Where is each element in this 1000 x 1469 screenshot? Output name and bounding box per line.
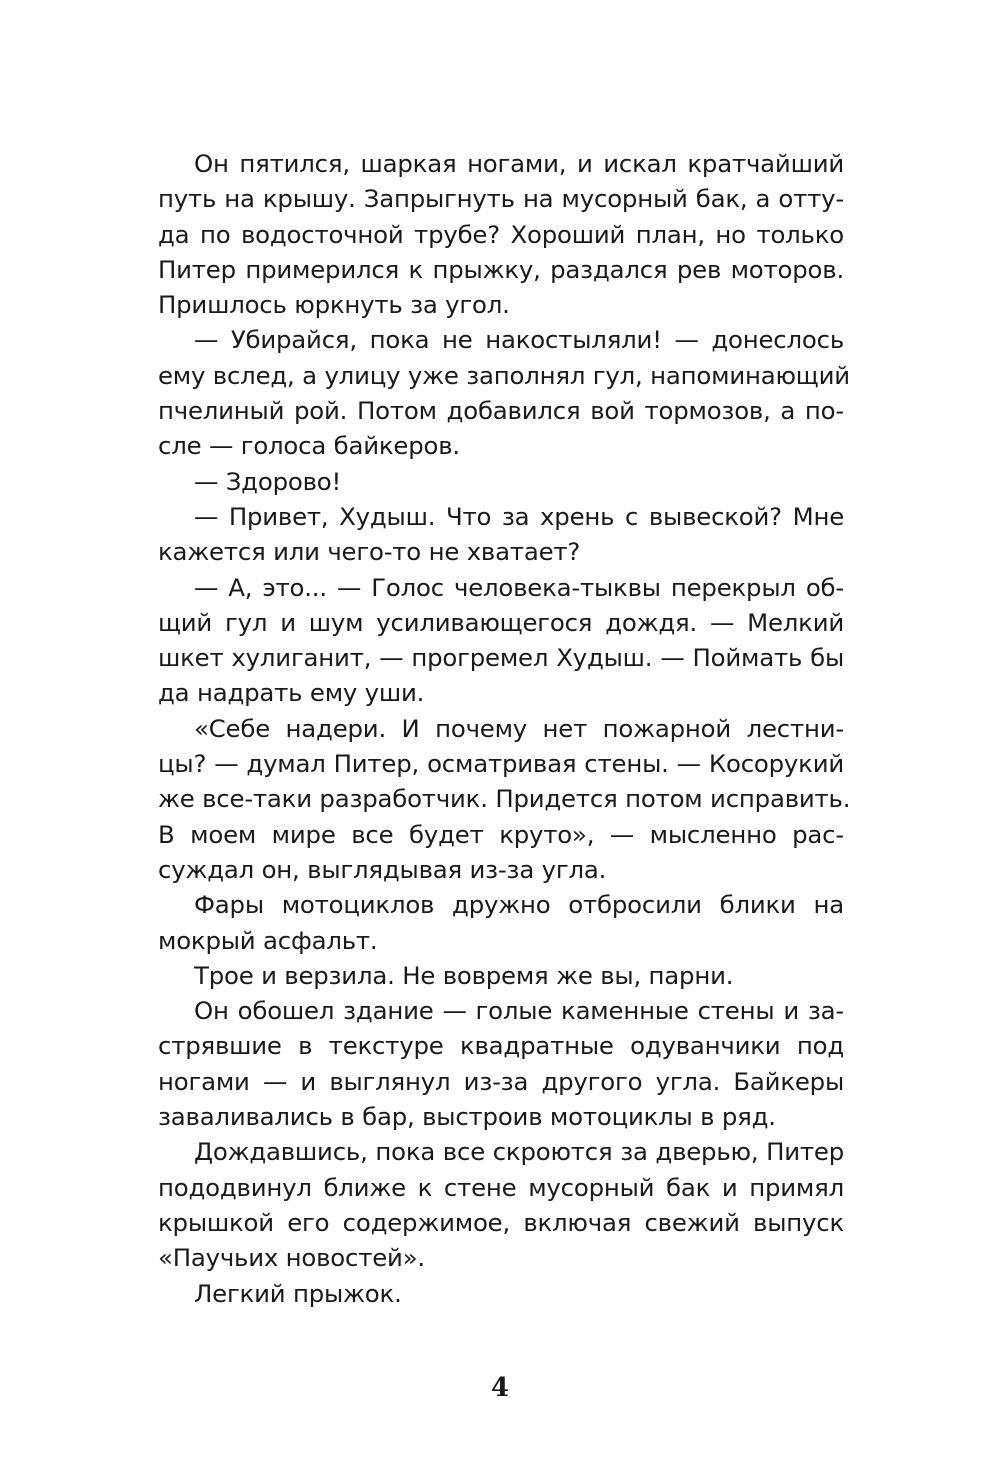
text-line: Фары мотоциклов дружно отбросили блики на <box>194 890 844 920</box>
body-text <box>158 146 851 1311</box>
text-line: пчелиный рой. Потом добавился вой тормозов, а по- <box>158 396 844 426</box>
text-line: заваливались в бар, выстроив мотоциклы в ряд. <box>158 1102 776 1132</box>
text-line: «Себе надери. И почему нет пожарной лестни- <box>194 713 844 743</box>
text-line: Легкий прыжок. <box>194 1278 402 1308</box>
text-line: Трое и верзила. Не вовремя же вы, парни. <box>194 960 734 990</box>
text-line: путь на крышу. Запрыгнуть на мусорный бак, а отту- <box>158 184 844 214</box>
text-line: Пришлось юркнуть за угол. <box>158 290 510 320</box>
text-line: же все-таки разработчик. Придется потом исправить. <box>158 784 851 814</box>
text-line: Питер примерился к прыжку, раздался рев моторов. <box>158 254 844 284</box>
text-line: да по водосточной трубе? Хороший план, но только <box>158 219 844 249</box>
page-number: 4 <box>490 1373 510 1403</box>
text-line: сле — голоса байкеров. <box>158 431 460 461</box>
text-line: суждал он, выглядывая из-за угла. <box>158 854 607 884</box>
text-line: — Здорово! <box>194 466 342 496</box>
text-line: цы? — думал Питер, осматривая стены. — Косорукий <box>158 749 844 779</box>
text-line: — Убирайся, пока не накостыляли! — донеслось <box>194 325 844 355</box>
text-line: ему вслед, а улицу уже заполнял гул, напоминающий <box>158 360 850 390</box>
text-line: — А, это... — Голос человека-тыквы перекрыл об- <box>194 572 844 602</box>
text-line: — Привет, Худыш. Что за хрень с вывеской? Мне <box>194 501 844 531</box>
text-line: пододвинул ближе к стене мусорный бак и примял <box>158 1172 844 1202</box>
text-line: Он обошел здание — голые каменные стены и за- <box>194 996 844 1026</box>
text-line: «Паучьих новостей». <box>158 1243 425 1273</box>
text-line: мокрый асфальт. <box>158 925 378 955</box>
text-line: В моем мире все будет круто», — мысленно рас- <box>158 819 844 849</box>
text-line: Он пятился, шаркая ногами, и искал кратчайший <box>194 149 844 178</box>
text-line: щий гул и шум усиливающегося дождя. — Мелкий <box>158 607 844 637</box>
text-line: да надрать ему уши. <box>158 678 425 708</box>
text-line: крышкой его содержимое, включая свежий выпуск <box>158 1207 844 1237</box>
text-line: шкет хулиганит, — прогремел Худыш. — Поймать бы <box>158 643 844 673</box>
text-line: стрявшие в текстуре квадратные одуванчики под <box>158 1031 844 1061</box>
text-line: кажется или чего-то не хватает? <box>158 537 581 567</box>
text-line: Дождавшись, пока все скроются за дверью, Питер <box>194 1137 844 1167</box>
text-line: ногами — и выглянул из-за другого угла. Байкеры <box>158 1066 844 1096</box>
